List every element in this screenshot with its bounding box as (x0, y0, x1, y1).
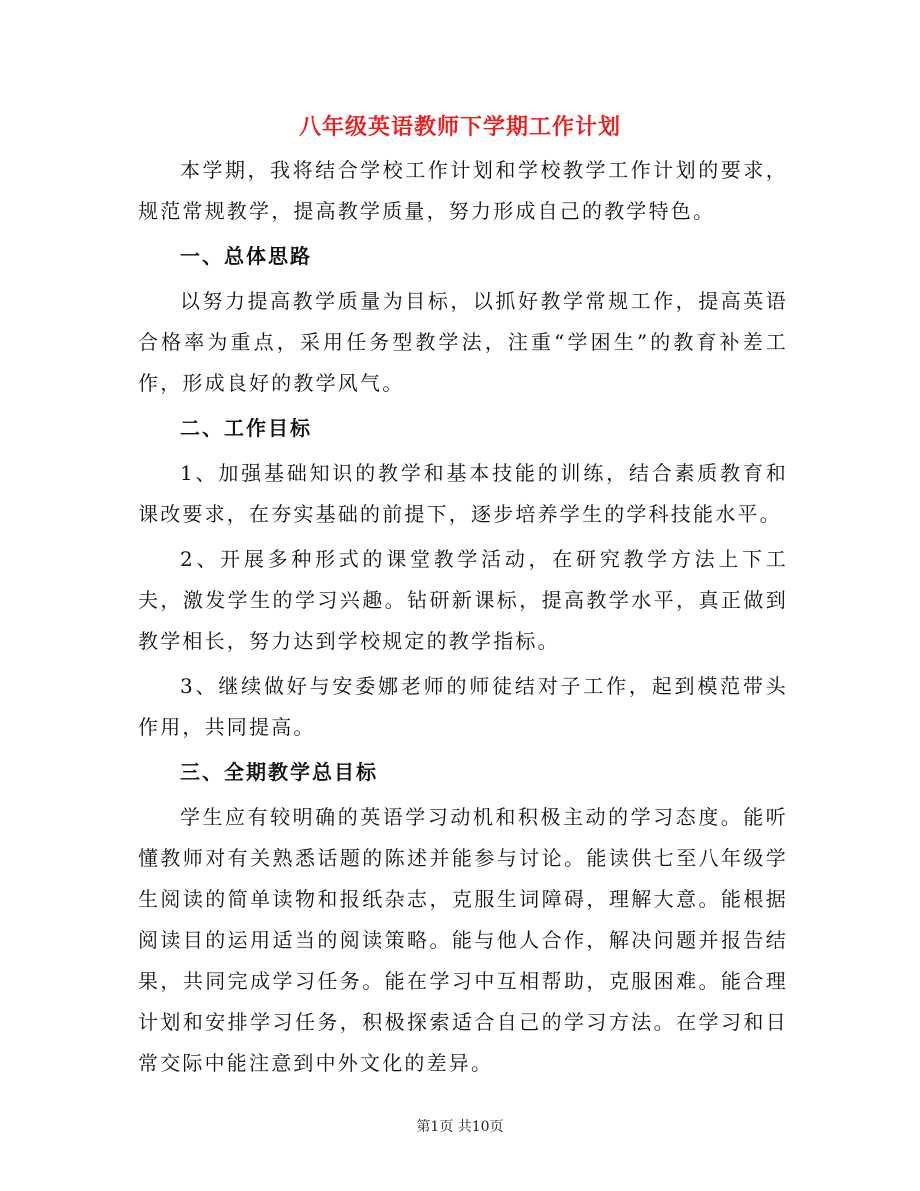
document-title: 八年级英语教师下学期工作计划 (298, 114, 621, 140)
section-heading-goals: 二、工作目标 (180, 416, 312, 440)
page-number-footer: 第1页 共10页 (416, 1119, 504, 1135)
section-paragraph-term-goals: 学生应有较明确的英语学习动机和积极主动的学习态度。能听懂教师对有关熟悉话题的陈述并能参与讨论。能读供七至八年级学生阅读的简单读物和报纸杂志，克服生词障碍，理解大意。能根据阅读目的运用适当的阅读策略。能与他人合作，解决问题并报告结果，共同完成学习任务。能在学习中互相帮助，克服困难。能合理计划和安排学习任务，积极探索适合自己的学习方法。在学习和日常交际中能注意到中外文化的差异。 (138, 805, 788, 1075)
goal-item-1: 1、加强基础知识的教学和基本技能的训练，结合素质教育和课改要求，在夯实基础的前提下，逐步培养学生的学科技能水平。 (138, 461, 788, 526)
document-body (138, 150, 788, 1084)
section-heading-overall: 一、总体思路 (180, 244, 312, 268)
goal-item-3: 3、继续做好与安委娜老师的师徒结对子工作，起到模范带头作用，共同提高。 (138, 674, 788, 739)
goal-item-2: 2、开展多种形式的课堂教学活动，在研究教学方法上下工夫，激发学生的学习兴趣。钻研新课标，提高教学水平，真正做到教学相长，努力达到学校规定的教学指标。 (138, 547, 788, 653)
section-paragraph-overall: 以努力提高教学质量为目标，以抓好教学常规工作，提高英语合格率为重点，采用任务型教学法，注重“学困生”的教育补差工作，形成良好的教学风气。 (138, 289, 788, 395)
section-heading-term-goals: 三、全期教学总目标 (180, 760, 378, 784)
intro-paragraph: 本学期，我将结合学校工作计划和学校教学工作计划的要求，规范常规教学，提高教学质量，努力形成自己的教学特色。 (138, 158, 788, 223)
